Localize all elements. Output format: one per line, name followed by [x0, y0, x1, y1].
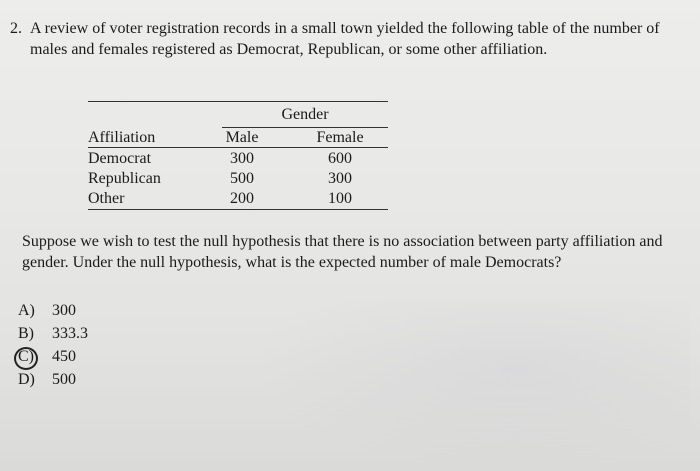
gender-group-header: Gender [281, 106, 329, 123]
question-text: A review of voter registration records in a small town yielded the following table of the number of males and females registered as Democrat, Republican, or some other affiliation. [30, 20, 660, 58]
choice-c-letter: C) [18, 348, 34, 365]
row-other-female: 100 [328, 190, 352, 207]
choice-c-value: 450 [52, 348, 76, 365]
column-header-female: Female [316, 129, 364, 146]
choice-a[interactable] [18, 299, 88, 322]
table-bottom-rule [88, 209, 388, 210]
choice-d[interactable] [18, 368, 88, 391]
row-republican-male: 500 [230, 170, 254, 187]
choice-d-letter: D) [18, 371, 35, 388]
table-header-rule [88, 147, 388, 148]
row-other-male: 200 [230, 190, 254, 207]
row-democrat-affiliation: Democrat [88, 150, 152, 167]
choice-b[interactable] [18, 322, 88, 345]
row-republican-female: 300 [328, 170, 352, 187]
row-republican-affiliation: Republican [88, 170, 161, 187]
table-top-rule [88, 101, 388, 102]
choice-d-value: 500 [52, 371, 76, 388]
background-bleed-through [250, 300, 690, 470]
column-header-affiliation: Affiliation [88, 129, 156, 146]
choice-a-letter: A) [18, 302, 35, 319]
choice-a-value: 300 [52, 302, 76, 319]
question-prompt: Suppose we wish to test the null hypothesis that there is no association between party affiliation and gender. Under the null hypothesis, what is the expected number of male Democrats? [22, 233, 663, 271]
handwritten-circle-mark [14, 347, 38, 370]
question-number: 2. [10, 20, 22, 37]
row-democrat-female: 600 [328, 150, 352, 167]
choice-b-value: 333.3 [52, 325, 88, 342]
choice-b-letter: B) [18, 325, 34, 342]
column-header-male: Male [225, 129, 259, 146]
row-democrat-male: 300 [230, 150, 254, 167]
answer-choices [18, 299, 88, 391]
choice-c[interactable] [18, 345, 88, 368]
row-other-affiliation: Other [88, 190, 125, 207]
question-block [10, 18, 675, 60]
